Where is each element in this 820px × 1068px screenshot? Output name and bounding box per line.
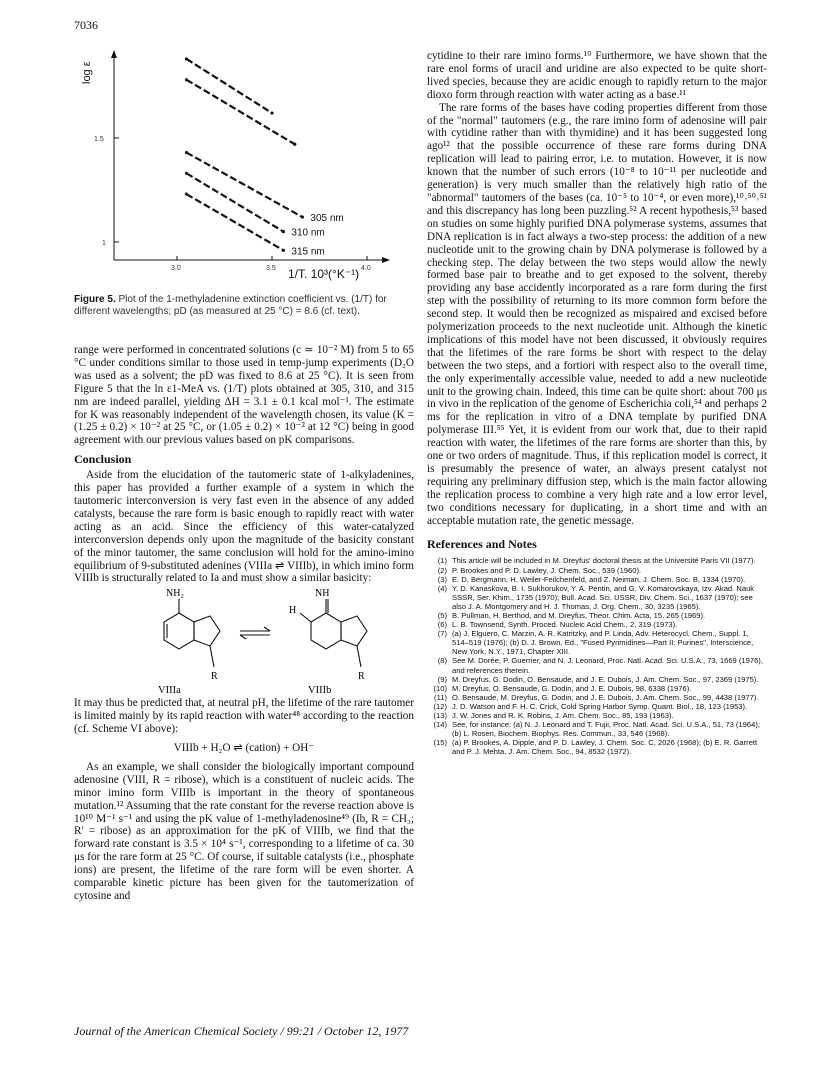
y-axis-label: log ε bbox=[81, 61, 93, 84]
bond-r bbox=[357, 646, 361, 667]
section-heading-conclusion: Conclusion bbox=[74, 452, 132, 467]
reference-text: This article will be included in M. Dreyfus' doctoral thesis at the Université Paris VII (1977). bbox=[452, 556, 756, 566]
reference-item bbox=[427, 620, 767, 629]
references-list bbox=[427, 556, 767, 756]
reference-number: (1) bbox=[437, 556, 447, 566]
data-point bbox=[282, 249, 285, 252]
reference-text: E. D. Bergmann, H. Weiler-Feilchenfeld, and Z. Neiman, J. Chem. Soc. B, 1334 (1970). bbox=[452, 574, 746, 584]
label-viiib: VIIIb bbox=[308, 685, 332, 697]
reference-text: P. Brookes and P. D. Lawley, J. Chem. Soc., 539 (1960). bbox=[452, 565, 642, 575]
reference-text: M. Dreyfus, O. Bensaude, G. Dodin, and J. E. Dubois, 98, 6338 (1976). bbox=[452, 683, 692, 693]
reference-text: (a) P. Brookes, A. Dipple, and P. D. Lawley, J. Chem. Soc. C, 2026 (1968); (b) E. R. Garrett and P. J. Mehta, J. Am. Chem. Soc., 94, 8532 (1972). bbox=[452, 738, 758, 757]
reference-item bbox=[427, 702, 767, 711]
reference-number: (2) bbox=[437, 565, 447, 575]
data-point bbox=[301, 215, 304, 218]
series-label: 315 nm bbox=[291, 246, 325, 258]
series-line bbox=[187, 59, 273, 113]
bond-h bbox=[300, 613, 311, 622]
series-group bbox=[185, 57, 344, 257]
reference-number: (8) bbox=[437, 656, 447, 666]
reference-number: (5) bbox=[437, 611, 447, 620]
reference-item bbox=[427, 675, 767, 684]
section-heading-references: References and Notes bbox=[427, 536, 537, 551]
data-point bbox=[185, 193, 188, 196]
label-r: R bbox=[211, 671, 218, 683]
reference-item bbox=[427, 584, 767, 611]
reference-item bbox=[427, 720, 767, 738]
reference-item bbox=[427, 611, 767, 620]
ring-pyrimidine bbox=[311, 613, 341, 649]
chemical-structures-viiia-viiib bbox=[74, 587, 414, 697]
right-column bbox=[427, 50, 767, 757]
label-nh2: NH₂ bbox=[166, 588, 184, 600]
data-point bbox=[293, 143, 296, 146]
figure-caption bbox=[74, 294, 412, 318]
data-point bbox=[185, 172, 188, 175]
page-number: 7036 bbox=[74, 18, 98, 32]
series-label: 310 nm bbox=[291, 227, 325, 239]
reference-number: (4) bbox=[437, 583, 447, 593]
journal-footer: Journal of the American Chemical Society / 99:21 / October 12, 1977 bbox=[74, 1024, 409, 1038]
data-point bbox=[185, 78, 188, 81]
label-viiia: VIIIa bbox=[158, 685, 181, 697]
reference-text: Y. D. Kanaskova, B. I. Sukhorukov, Y. A. Pentin, and G. V. Komarovskaya, Izv. Akad. Nauk SSSR, Ser. Khim., 1735 (1970); Bull. Acad. Sci. USSR, Div. Chem. Sci., 1637 (1970); see also J. A. Montgomery and H. J. Thomas, J. Org. Chem., 30, 3235 (1965). bbox=[452, 583, 755, 611]
bond-r bbox=[210, 646, 214, 667]
figure-caption-label: Figure 5. bbox=[74, 294, 116, 305]
reference-text: O. Bensaude, M. Dreyfus, G. Dodin, and J. E. Dubois, J. Am. Chem. Soc., 99, 4438 (1977). bbox=[452, 692, 759, 702]
x-tick-label: 3.0 bbox=[171, 265, 181, 272]
paragraph: As an example, we shall consider the biologically important compound adenosine (VIII, R = ribose), which is a constituent of nucleic acids. The minor imino form VIIIb is important in the theory of spontaneous mutation.¹² Assuming that the rate constant for the reverse reaction above is 10¹⁰ M⁻¹ s⁻¹ and using the pK value of 1-methyladenosine⁴⁹ (Ib, R = CH₃; R′ = ribose) as an approximation for the pK of VIIIb, we find that the forward rate constant is 3.5 × 10⁴ s⁻¹, corresponding to a lifetime of ca. 30 μs for the rare form at 25 °C. Of course, if suitable catalysts (i.e., phosphate ions) are present, the lifetime of the rare form will be even shorter. A comparable kinetic picture has been given for the tautomerization of cytosine and bbox=[74, 760, 414, 902]
paragraph: The rare forms of the bases have coding properties different from those of the "normal" tautomers (e.g., the rare imino form of adenosine will pair with cytidine rather than with thymidine) and it has been suggested long ago¹² that the possible occurrence of these rare forms during DNA replication will lead to pairing error, i.e. to mutation. However, it is now known that the number of such errors (10⁻⁸ to 10⁻¹¹ per nucleotide and generation) is very much smaller than the relatively high ratio of the "abnormal" tautomers of the bases (ca. 10⁻⁵ to 10⁻⁴, or even more),¹⁰˒⁵⁰˒⁵¹ and this discrepancy has long been puzzling.⁵² A recent hypothesis,⁵³ based on studies on some highly purified DNA polymerase systems, assumes that DNA replication is in fact always a two-step process: the addition of a new nucleotide unit to the growing chain by DNA polymerase is followed by a checking step. The delay between the two steps would allow the newly formed base pair to breathe and to get exposed to the solvent, thereby providing any base accidently incorporated as a rare form during the first step with the possibility of returning to its more common form before the second step. It would then be recognized as mispaired and excised before polymerization proceeds to the next nucleotide unit. Although the kinetic implications of this model have not been discussed, it obviously requires that the lifetimes of the rare forms be short with respect to the delay between the two steps, and a fortiori with respect also to the overall time, the only experimentally accessible value, needed to add a new nucleotide unit to the growing chain. Indeed, this time can be quite short: about 700 μs in vivo in the replication of the genome of Escherichia coli,⁵⁴ and perhaps 2 ms for the replication in vitro of a DNA template by purified DNA polymerase III.⁵⁵ Yet, it is evident from our work that, due to their rapid reaction with water, the lifetimes of the rare forms are shorter than this, by one or two orders of magnitude. Thus, if this replication model is correct, it is presumably the presence of water, an always present catalyst not requiring any preliminary diffusion step, which is the main factor allowing the replication process to combine a very high rate and a low error level, two conditions necessary for duplicating, in a short time and with an acceptable mutation rate, the genetic message. bbox=[427, 101, 767, 527]
reference-number: (14) bbox=[433, 720, 447, 730]
reference-item bbox=[427, 575, 767, 584]
reference-item bbox=[427, 556, 767, 565]
reference-item bbox=[427, 684, 767, 693]
data-point bbox=[282, 230, 285, 233]
reference-number: (3) bbox=[437, 574, 447, 584]
figure-5-plot bbox=[74, 46, 404, 286]
reference-number: (10) bbox=[433, 683, 447, 693]
reference-item bbox=[427, 693, 767, 702]
reference-text: M. Dreyfus, G. Dodin, O. Bensaude, and J. E. Dubois, J. Am. Chem. Soc., 97, 2369 (1975). bbox=[452, 674, 759, 684]
data-point bbox=[185, 151, 188, 154]
reference-item bbox=[427, 629, 767, 656]
ring-pyrimidine bbox=[164, 613, 194, 649]
reference-text: B. Pullman, H. Berthod, and M. Dreyfus, Theor. Chim. Acta, 15, 265 (1969). bbox=[452, 611, 706, 620]
paragraph: range were performed in concentrated solutions (c ≃ 10⁻² M) from 5 to 65 °C under conditions similar to those used in temp-jump experiments (D₂O was used as a solvent; the pD was fixed to 8.6 at 25 °C). It is seen from Figure 5 that the ln ε1-MeA vs. (1/T) plots obtained at 305, 310, and 315 nm are indeed parallel, yielding ΔH = 3.1 ± 0.1 kcal mol⁻¹. The estimate for K was reasonably independent of the wavelength chosen, its value (K = (1.25 ± 0.2) × 10⁻² at 25 °C, or (1.05 ± 0.2) × 10⁻² at 12 °C) being in good agreement with our previous values based on pK comparisons. bbox=[74, 344, 414, 447]
series-line bbox=[187, 80, 295, 144]
reference-text: L. B. Townsend, Synth. Proced. Nucleic Acid Chem., 2, 319 (1973). bbox=[452, 620, 678, 630]
reference-number: (13) bbox=[433, 711, 447, 721]
reference-number: (11) bbox=[434, 692, 447, 702]
figure-caption-text: Plot of the 1-methyladenine extinction coefficient vs. (1/T) for different wavelengths; pD (as measured at 25 °C) = 8.6 (cf. text). bbox=[74, 294, 387, 317]
data-point bbox=[185, 57, 188, 60]
label-h: H bbox=[289, 605, 297, 617]
x-axis-arrow-icon bbox=[382, 257, 390, 263]
reference-text: J. W. Jones and R. K. Robins, J. Am. Chem. Soc., 85, 193 (1963). bbox=[452, 711, 674, 721]
reference-item bbox=[427, 711, 767, 720]
ring-imidazole bbox=[341, 616, 367, 646]
reference-text: J. D. Watson and F. H. C. Crick, Cold Spring Harbor Symp. Quant. Biol., 18, 123 (1953). bbox=[452, 701, 748, 711]
reference-number: (7) bbox=[437, 629, 447, 639]
reference-item bbox=[427, 656, 767, 674]
reference-text: See, for instance: (a) N. J. Leonard and T. Fujii, Proc. Natl. Acad. Sci. U.S.A., 51, 73 (1964); (b) L. Rosen, Biochem. Biophys. Res. Commun., 33, 546 (1968). bbox=[452, 720, 760, 739]
label-r: R bbox=[358, 671, 365, 683]
data-point bbox=[270, 111, 273, 114]
reference-text: See M. Dorée, P. Guerrier, and N. J. Leonard, Proc. Natl. Acad. Sci. U.S.A., 73, 1669 (1976), and references therein. bbox=[452, 656, 763, 675]
series-label: 305 nm bbox=[310, 213, 344, 225]
reference-number: (6) bbox=[437, 620, 447, 630]
y-tick-label: 1.5 bbox=[94, 136, 104, 143]
equation: VIIIb + H₂O ⇌ (cation) + OH⁻ bbox=[173, 742, 315, 755]
reference-number: (15) bbox=[433, 738, 447, 748]
y-tick-label: 1 bbox=[102, 240, 106, 247]
x-tick-label: 3.5 bbox=[266, 265, 276, 272]
reference-text: (a) J. Elguero, C. Marzin, A. R. Katritzky, and P. Linda, Adv. Heterocycl. Chem., Suppl. 1, 514–519 (1976); (b) D. J. Brown, Ed., "Fused Pyrimidines—Part II: Purines", Interscience, New York, N.Y., 1971, Chapter XIII. bbox=[452, 629, 754, 657]
paragraph: It may thus be predicted that, at neutral pH, the lifetime of the rare tautomer is limited mainly by its rapid reaction with water⁴⁸ according to the reaction (cf. Scheme VI above): bbox=[74, 697, 414, 736]
left-column bbox=[74, 344, 414, 903]
paragraph: Aside from the elucidation of the tautomeric state of 1-alkyladenines, this paper has provided a further example of a system in which the tautomeric interconversion is very fast even in the absence of any added catalysts, because the rare form is basic enough to rapidly react with water acting as an acid. Since the efficiency of this water-catalyzed interconversion depends only upon the magnitude of the basicity constant of the minor tautomer, the same conclusion will hold for the amino-imino equilibrium of 9-substituted adenines (VIIIa ⇌ VIIIb), in which imino form VIIIb is structurally related to Ia and must show a similar basicity: bbox=[74, 469, 414, 585]
ring-imidazole bbox=[194, 616, 220, 646]
x-tick-label: 4.0 bbox=[361, 265, 371, 272]
paragraph: cytidine to their rare imino forms.¹⁰ Furthermore, we have shown that the rare enol forms of uracil and uridine are also expected to be quite short-lived species, because they are acidic enough to rapidly return to the major dioxo form through reaction with water acting as a base.¹¹ bbox=[427, 50, 767, 101]
x-axis-label: 1/T. 10³(°K⁻¹) bbox=[288, 267, 360, 281]
label-nh: NH bbox=[315, 588, 330, 600]
y-axis-arrow-icon bbox=[111, 50, 117, 58]
reference-number: (12) bbox=[433, 701, 447, 711]
reference-item bbox=[427, 738, 767, 756]
reference-number: (9) bbox=[437, 674, 447, 684]
reference-item bbox=[427, 566, 767, 575]
